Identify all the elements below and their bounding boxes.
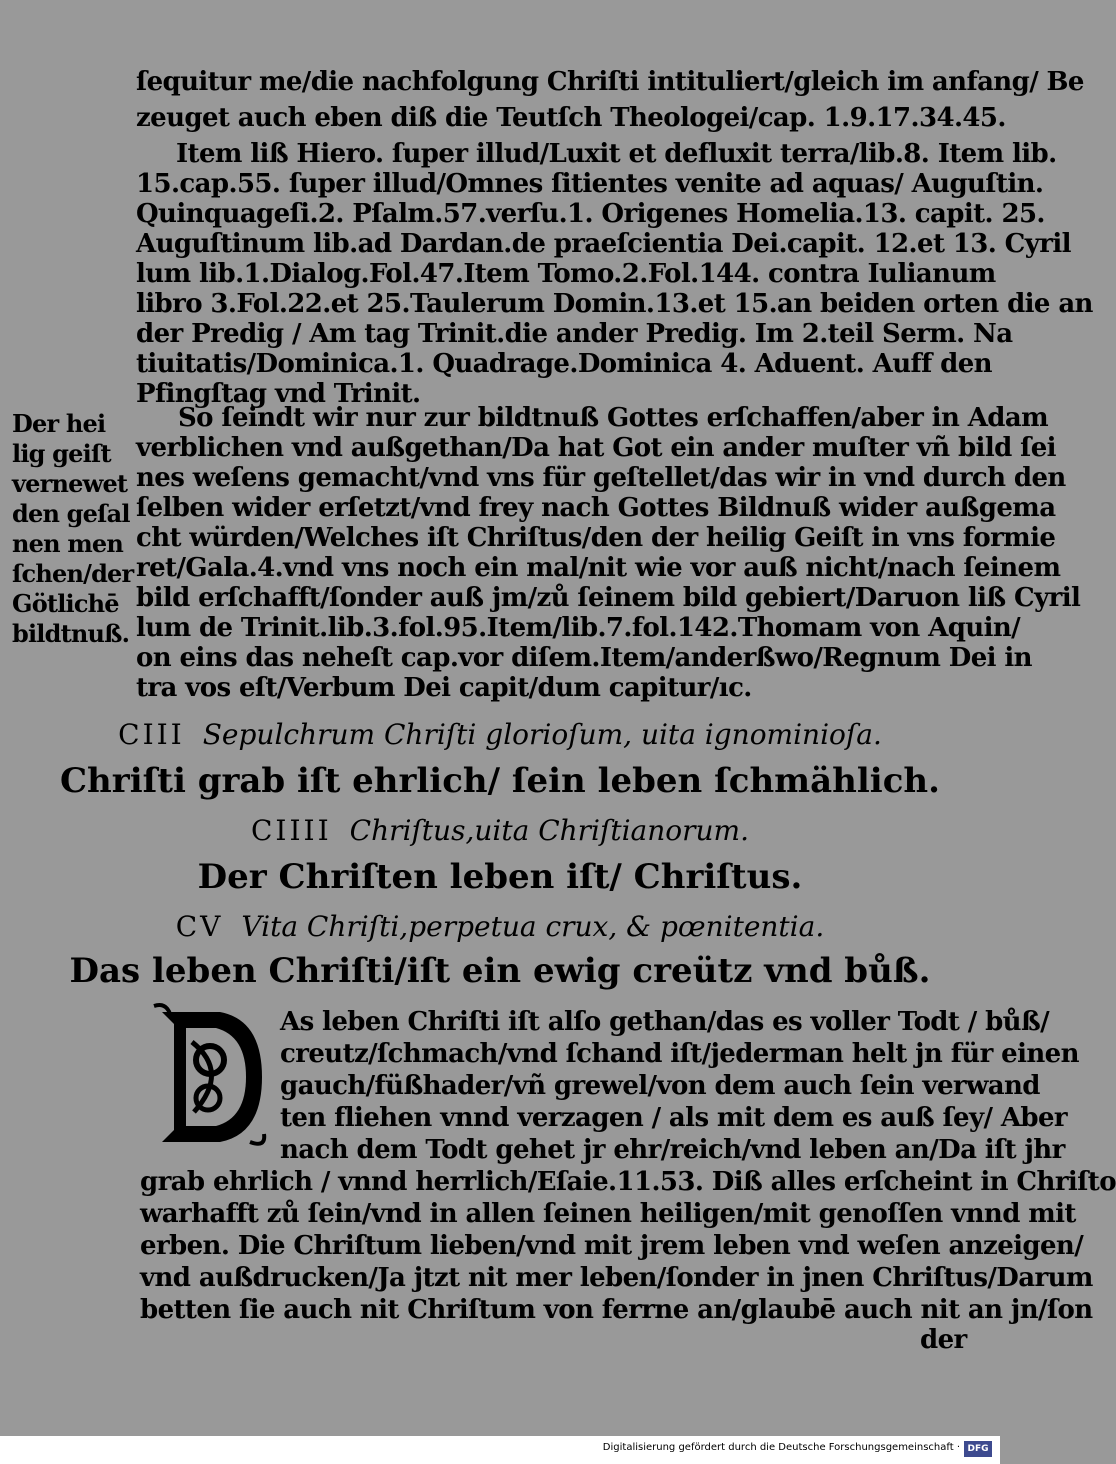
text-line: libro 3.Fol.22.et 25.Taulerum Domin.13.et 15.an beiden orten die an bbox=[136, 289, 1093, 319]
text-line: nach dem Todt gehet jr ehr/reich/vnd leben an/Da iſt jhr bbox=[280, 1135, 1065, 1165]
text-line: der Predig / Am tag Trinit.die ander Predig. Im 2.teil Serm. Na bbox=[136, 319, 1013, 349]
margin-note-line: bildtnuß. bbox=[12, 619, 130, 648]
text-line: zeuget auch eben diß die Teutſch Theologei/cap. 1.9.17.34.45. bbox=[136, 103, 1006, 133]
text-line: erben. Die Chriſtum lieben/vnd mit jrem leben vnd weſen anzeigen/ bbox=[140, 1231, 1084, 1261]
text-line: cht würden/Welches iſt Chriſtus/den der heilig Geiſt in vns formie bbox=[136, 523, 1056, 553]
margin-note-line: Götlichē bbox=[12, 589, 119, 618]
margin-note-line: ſchen/der bbox=[12, 559, 134, 588]
catchword: der bbox=[920, 1325, 967, 1355]
latin-title: Sepulchrum Chriſti glorioſum, uita ignominioſa. bbox=[202, 718, 882, 751]
section-latin-heading bbox=[0, 904, 1000, 950]
text-line: tra vos eſt/Verbum Dei capit/dum capitur/ıc. bbox=[136, 673, 752, 703]
section-numeral: CIII bbox=[118, 718, 185, 751]
text-line: tiuitatis/Dominica.1. Quadrage.Dominica 4. Aduent. Auff den bbox=[136, 349, 992, 379]
text-line: grab ehrlich / vnnd herrlich/Eſaie.11.53. Diß alles erſcheint in Chriſto bbox=[140, 1167, 1116, 1197]
margin-note-line: lig geiſt bbox=[12, 439, 111, 468]
text-line: nes weſens gemacht/vnd vns für geſtellet/das wir in vnd durch den bbox=[136, 463, 1066, 493]
section-german-heading: Chriſti grab iſt ehrlich/ ſein leben ſchmählich. bbox=[60, 761, 940, 801]
margin-note-line: den geſal bbox=[12, 499, 130, 528]
text-line: ret/Gala.4.vnd vns noch ein mal/nit wie vor auß nicht/nach ſeinem bbox=[136, 553, 1061, 583]
text-line: vnd außdrucken/Ja jtzt nit mer leben/ſonder in jnen Chriſtus/Darum bbox=[140, 1263, 1093, 1293]
text-line: lum lib.1.Dialog.Fol.47.Item Tomo.2.Fol.144. contra Iulianum bbox=[136, 259, 996, 289]
text-line: Pfingſtag vnd Trinit. bbox=[136, 379, 421, 409]
margin-note-line: vernewet bbox=[12, 469, 128, 498]
text-line: on eins das neheſt cap.vor diſem.Item/anderßwo/Regnum Dei in bbox=[136, 643, 1032, 673]
text-line: ſequitur me/die nachfolgung Chriſti intituliert/gleich im anfang/ Be bbox=[136, 67, 1084, 97]
section-latin-heading bbox=[0, 712, 1000, 758]
text-line: As leben Chriſti iſt alſo gethan/das es voller Todt / bůß/ bbox=[280, 1007, 1050, 1037]
text-line: Item liß Hiero. ſuper illud/Luxit et defluxit terra/lib.8. Item lib. bbox=[176, 139, 1057, 169]
text-line: betten ſie auch nit Chriſtum von ferrne an/glaubē auch nit an jn/ſon bbox=[140, 1295, 1093, 1325]
text-line: verblichen vnd außgethan/Da hat Got ein ander muſter vñ bild ſei bbox=[136, 433, 1056, 463]
section-german-heading: Der Chriſten leben iſt/ Chriſtus. bbox=[197, 857, 803, 897]
text-line: Quinquageſi.2. Pſalm.57.verſu.1. Origenes Homelia.13. capit. 25. bbox=[136, 199, 1045, 229]
text-line: 15.cap.55. ſuper illud/Omnes ſitientes venite ad aquas/ Auguſtin. bbox=[136, 169, 1044, 199]
footer-bar bbox=[0, 1436, 1000, 1464]
text-line: Auguſtinum lib.ad Dardan.de praeſcientia Dei.capit. 12.et 13. Cyril bbox=[136, 229, 1071, 259]
text-line: So ſeindt wir nur zur bildtnuß Gottes erſchaffen/aber in Adam bbox=[178, 403, 1049, 433]
text-line: creutz/ſchmach/vnd ſchand iſt/jederman helt jn für einen bbox=[280, 1039, 1079, 1069]
section-german-heading: Das leben Chriſti/iſt ein ewig creütz vnd bůß. bbox=[69, 951, 931, 991]
text-line: warhafft zů ſein/vnd in allen ſeinen heiligen/mit genoſſen vnnd mit bbox=[140, 1199, 1076, 1229]
dfg-logo-icon: DFG bbox=[964, 1441, 992, 1457]
text-line: ten fliehen vnnd verzagen / als mit dem es auß ſey/ Aber bbox=[280, 1103, 1068, 1133]
latin-title: Chriſtus,uita Chriſtianorum. bbox=[349, 814, 750, 847]
section-numeral: CIIII bbox=[250, 814, 332, 847]
text-line: lum de Trinit.lib.3.fol.95.Item/lib.7.fol.142.Thomam von Aquin/ bbox=[136, 613, 1021, 643]
section-latin-heading bbox=[0, 808, 1000, 854]
section-numeral: CV bbox=[175, 910, 224, 943]
latin-title: Vita Chriſti,perpetua crux, & pœnitentia. bbox=[241, 910, 825, 943]
margin-note-line: Der hei bbox=[12, 409, 106, 438]
text-line: bild erſchafft/ſonder auß jm/zů ſeinem bild gebiert/Daruon liß Cyril bbox=[136, 583, 1081, 613]
text-line: ſelben wider erſetzt/vnd frey nach Gottes Bildnuß wider außgema bbox=[136, 493, 1056, 523]
margin-note-line: nen men bbox=[12, 529, 124, 558]
decorated-initial-d-icon bbox=[150, 1002, 270, 1152]
text-line: gauch/füßhader/vñ grewel/von dem auch ſein verwand bbox=[280, 1071, 1040, 1101]
footer-credit: Digitalisierung gefördert durch die Deutsche Forschungsgemeinschaft · bbox=[602, 1442, 960, 1453]
